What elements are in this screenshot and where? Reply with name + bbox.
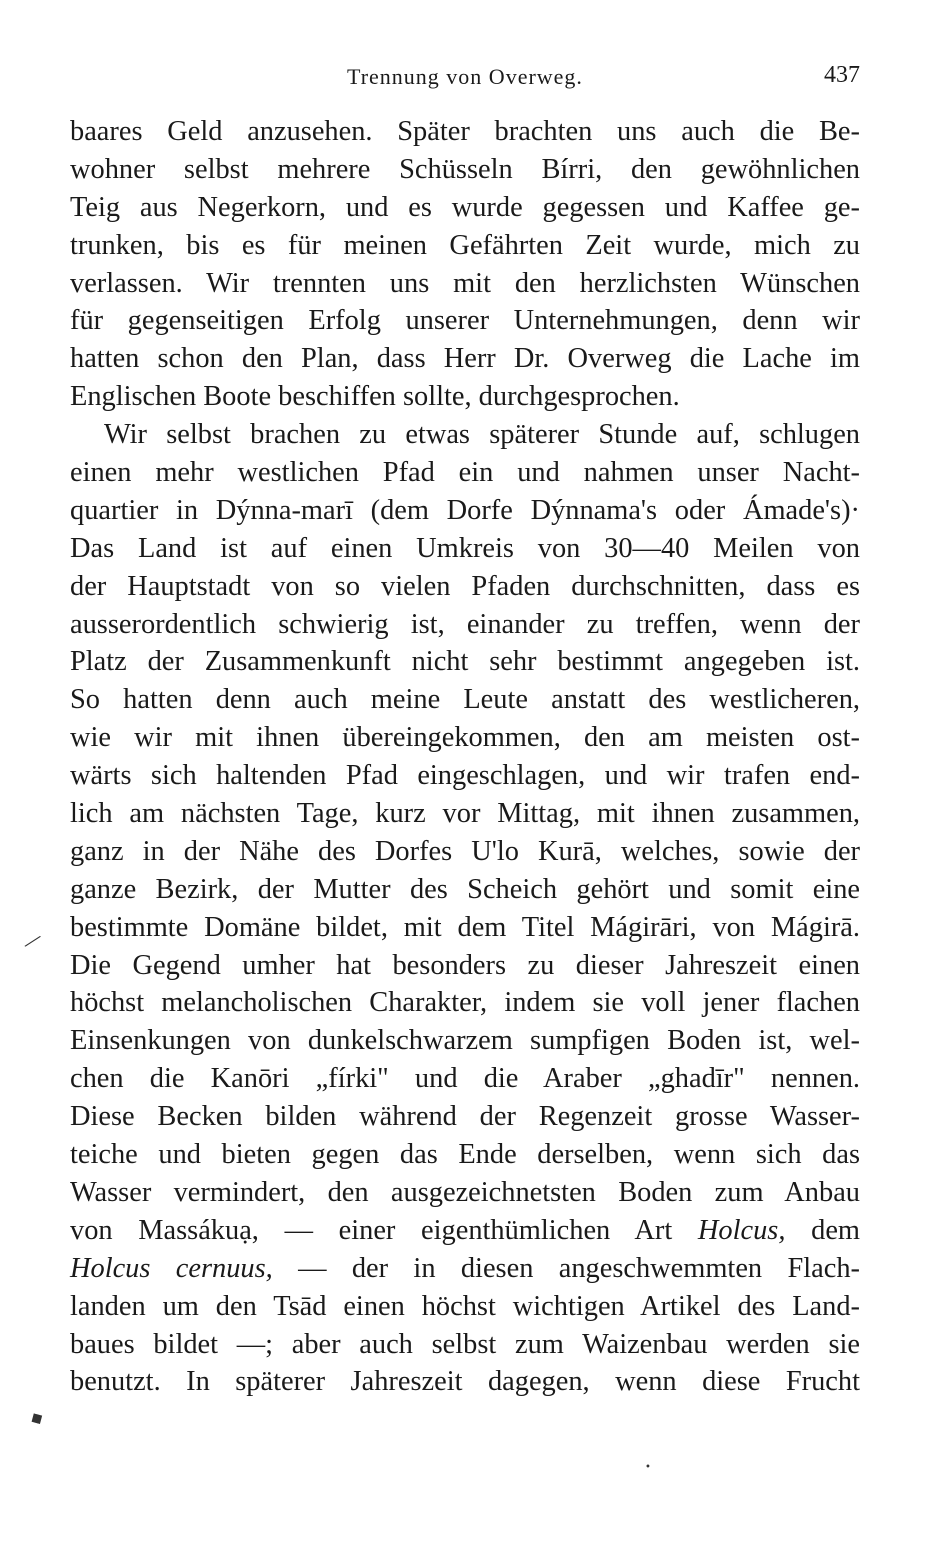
margin-ink-mark: ◆ (26, 1406, 47, 1429)
text-line: benutzt. In späterer Jahreszeit dagegen, wenn diese Frucht (70, 1366, 860, 1398)
margin-dot-mark: • (645, 1462, 651, 1473)
text-line: höchst melancholischen Charakter, indem sie voll jener flachen (70, 987, 860, 1019)
text-line (70, 1250, 860, 1288)
text-line: baares Geld anzusehen. Später brachten uns auch die Be- (70, 116, 860, 147)
text-line: trunken, bis es für meinen Gefährten Zeit wurde, mich zu (70, 229, 860, 261)
text-line: landen um den Tsād einen höchst wichtigen Artikel des Land- (70, 1290, 860, 1322)
text-line: So hatten denn auch meine Leute anstatt des westlicheren, (70, 684, 860, 716)
text-line: teiche und bieten gegen das Ende derselben, wenn sich das (70, 1139, 860, 1171)
page-number: 437 (824, 62, 860, 88)
text-line: Englischen Boote beschiffen sollte, durchgesprochen. (70, 381, 680, 413)
text-line: quartier in Dýnna-marī (dem Dorfe Dýnnama's oder Ámade's)· (70, 494, 860, 526)
italic-term: Holcus, (697, 1214, 786, 1246)
text-line: chen die Kanōri „fírki" und die Araber „ghadīr" nennen. (70, 1063, 860, 1095)
running-head (70, 62, 860, 94)
text-fragment: von Massákuạ, — einer eigenthümlichen Art (70, 1214, 673, 1246)
text-line: wohner selbst mehrere Schüsseln Bírri, den gewöhnlichen (70, 153, 860, 185)
text-line: Wir selbst brachen zu etwas späterer Stunde auf, schlugen (104, 419, 860, 451)
running-title: Trennung von Overweg. (347, 64, 583, 89)
text-line: Das Land ist auf einen Umkreis von 30—40 Meilen von (70, 532, 860, 564)
text-line: baues bildet —; aber auch selbst zum Waizenbau werden sie (70, 1328, 860, 1360)
text-line (70, 1212, 860, 1250)
text-line: der Hauptstadt von so vielen Pfaden durchschnitten, dass es (70, 570, 860, 602)
text-line: ganze Bezirk, der Mutter des Scheich gehört und somit eine (70, 873, 860, 905)
text-line: verlassen. Wir trennten uns mit den herzlichsten Wünschen (70, 267, 860, 299)
text-line: wärts sich haltenden Pfad eingeschlagen, und wir trafen end- (70, 760, 860, 792)
text-line: wie wir mit ihnen übereingekommen, den am meisten ost- (70, 722, 860, 754)
text-line: Diese Becken bilden während der Regenzeit grosse Wasser- (70, 1101, 860, 1133)
text-line: ganz in der Nähe des Dorfes U'lo Kurā, welches, sowie der (70, 835, 860, 867)
text-line: Platz der Zusammenkunft nicht sehr bestimmt angegeben ist. (70, 646, 860, 678)
text-fragment: — der in diesen angeschwemmten Flach- (298, 1252, 860, 1284)
text-line: Teig aus Negerkorn, und es wurde gegessen und Kaffee ge- (70, 191, 860, 223)
margin-tick-mark: ╱ (24, 932, 40, 952)
text-line: bestimmte Domäne bildet, mit dem Titel Mágirāri, von Mágirā. (70, 911, 860, 943)
text-line: hatten schon den Plan, dass Herr Dr. Overweg die Lache im (70, 343, 860, 375)
text-line: für gegenseitigen Erfolg unserer Unternehmungen, denn wir (70, 305, 860, 337)
text-fragment: dem (811, 1214, 861, 1246)
text-line: Wasser vermindert, den ausgezeichnetsten Boden zum Anbau (70, 1176, 860, 1208)
text-line: lich am nächsten Tage, kurz vor Mittag, mit ihnen zusammen, (70, 798, 860, 830)
italic-term: Holcus cernuus, (70, 1252, 273, 1284)
text-line: Die Gegend umher hat besonders zu dieser Jahreszeit einen (70, 949, 860, 981)
text-line: einen mehr westlichen Pfad ein und nahmen unser Nacht- (70, 457, 860, 489)
text-line: Einsenkungen von dunkelschwarzem sumpfigen Boden ist, wel- (70, 1025, 860, 1057)
text-line: ausserordentlich schwierig ist, einander zu treffen, wenn der (70, 608, 860, 640)
body-text (70, 113, 860, 1401)
